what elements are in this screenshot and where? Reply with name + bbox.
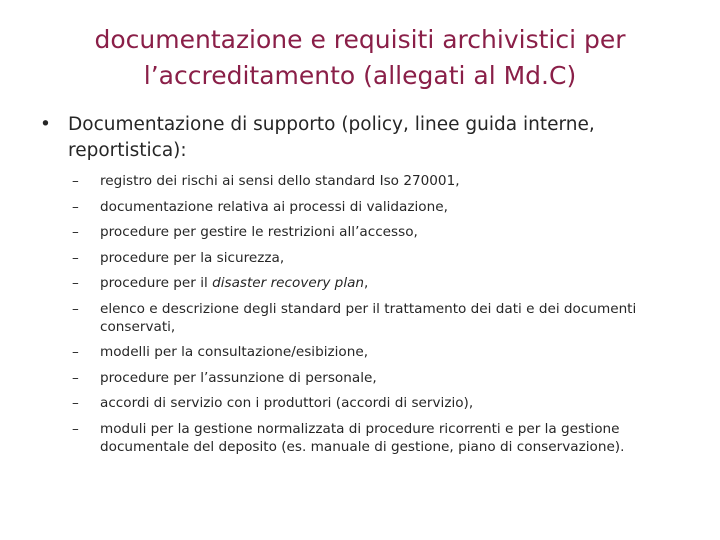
- list-item-text: registro dei rischi ai sensi dello standard Iso 270001,: [100, 173, 460, 189]
- list-item: [36, 249, 696, 267]
- dash-marker: –: [72, 224, 79, 240]
- dash-marker: –: [72, 173, 79, 189]
- slide-title: [40, 22, 680, 94]
- list-item: [36, 420, 696, 456]
- list-item: [36, 274, 696, 292]
- dash-marker: –: [72, 395, 79, 411]
- title-line-1: documentazione e requisiti archivistici per: [94, 25, 626, 54]
- list-item-text: accordi di servizio con i produttori (accordi di servizio),: [100, 395, 474, 411]
- list-item: [36, 172, 696, 190]
- bullet-marker: •: [40, 114, 51, 135]
- dash-marker: –: [72, 198, 79, 215]
- list-item: [36, 300, 696, 336]
- slide-body: [36, 112, 696, 463]
- item-italic-term: disaster recovery plan: [212, 275, 365, 291]
- list-item: [36, 343, 696, 361]
- main-bullet-text: Documentazione di supporto (policy, linee guida interne, reportistica):: [68, 114, 595, 161]
- list-item: [36, 394, 696, 412]
- dash-marker: –: [72, 420, 79, 437]
- sub-bullet-list: [36, 172, 696, 456]
- list-item: [36, 369, 696, 387]
- list-item-text: procedure per l’assunzione di personale,: [100, 369, 377, 386]
- item-prefix: procedure per il: [100, 275, 213, 291]
- dash-marker: –: [72, 300, 79, 317]
- dash-marker: –: [72, 344, 79, 360]
- dash-marker: –: [72, 369, 79, 386]
- list-item-text: procedure per la sicurezza,: [100, 249, 285, 266]
- list-item-text: procedure per gestire le restrizioni all’accesso,: [100, 224, 418, 240]
- list-item-text: [100, 274, 696, 292]
- item-suffix: ,: [364, 275, 369, 291]
- main-bullet: [36, 112, 696, 164]
- list-item: [36, 223, 696, 241]
- dash-marker: –: [72, 275, 79, 291]
- dash-marker: –: [72, 249, 79, 266]
- list-item: [36, 198, 696, 216]
- list-item-text: documentazione relativa ai processi di validazione,: [100, 198, 448, 215]
- title-line-2: l’accreditamento (allegati al Md.C): [143, 61, 577, 90]
- list-item-text: modelli per la consultazione/esibizione,: [100, 344, 369, 360]
- list-item-text: moduli per la gestione normalizzata di procedure ricorrenti e per la gestione documentale del deposito (es. manuale di gestione, piano di conservazione).: [100, 420, 625, 455]
- list-item-text: elenco e descrizione degli standard per il trattamento dei dati e dei documenti conservati,: [100, 300, 637, 335]
